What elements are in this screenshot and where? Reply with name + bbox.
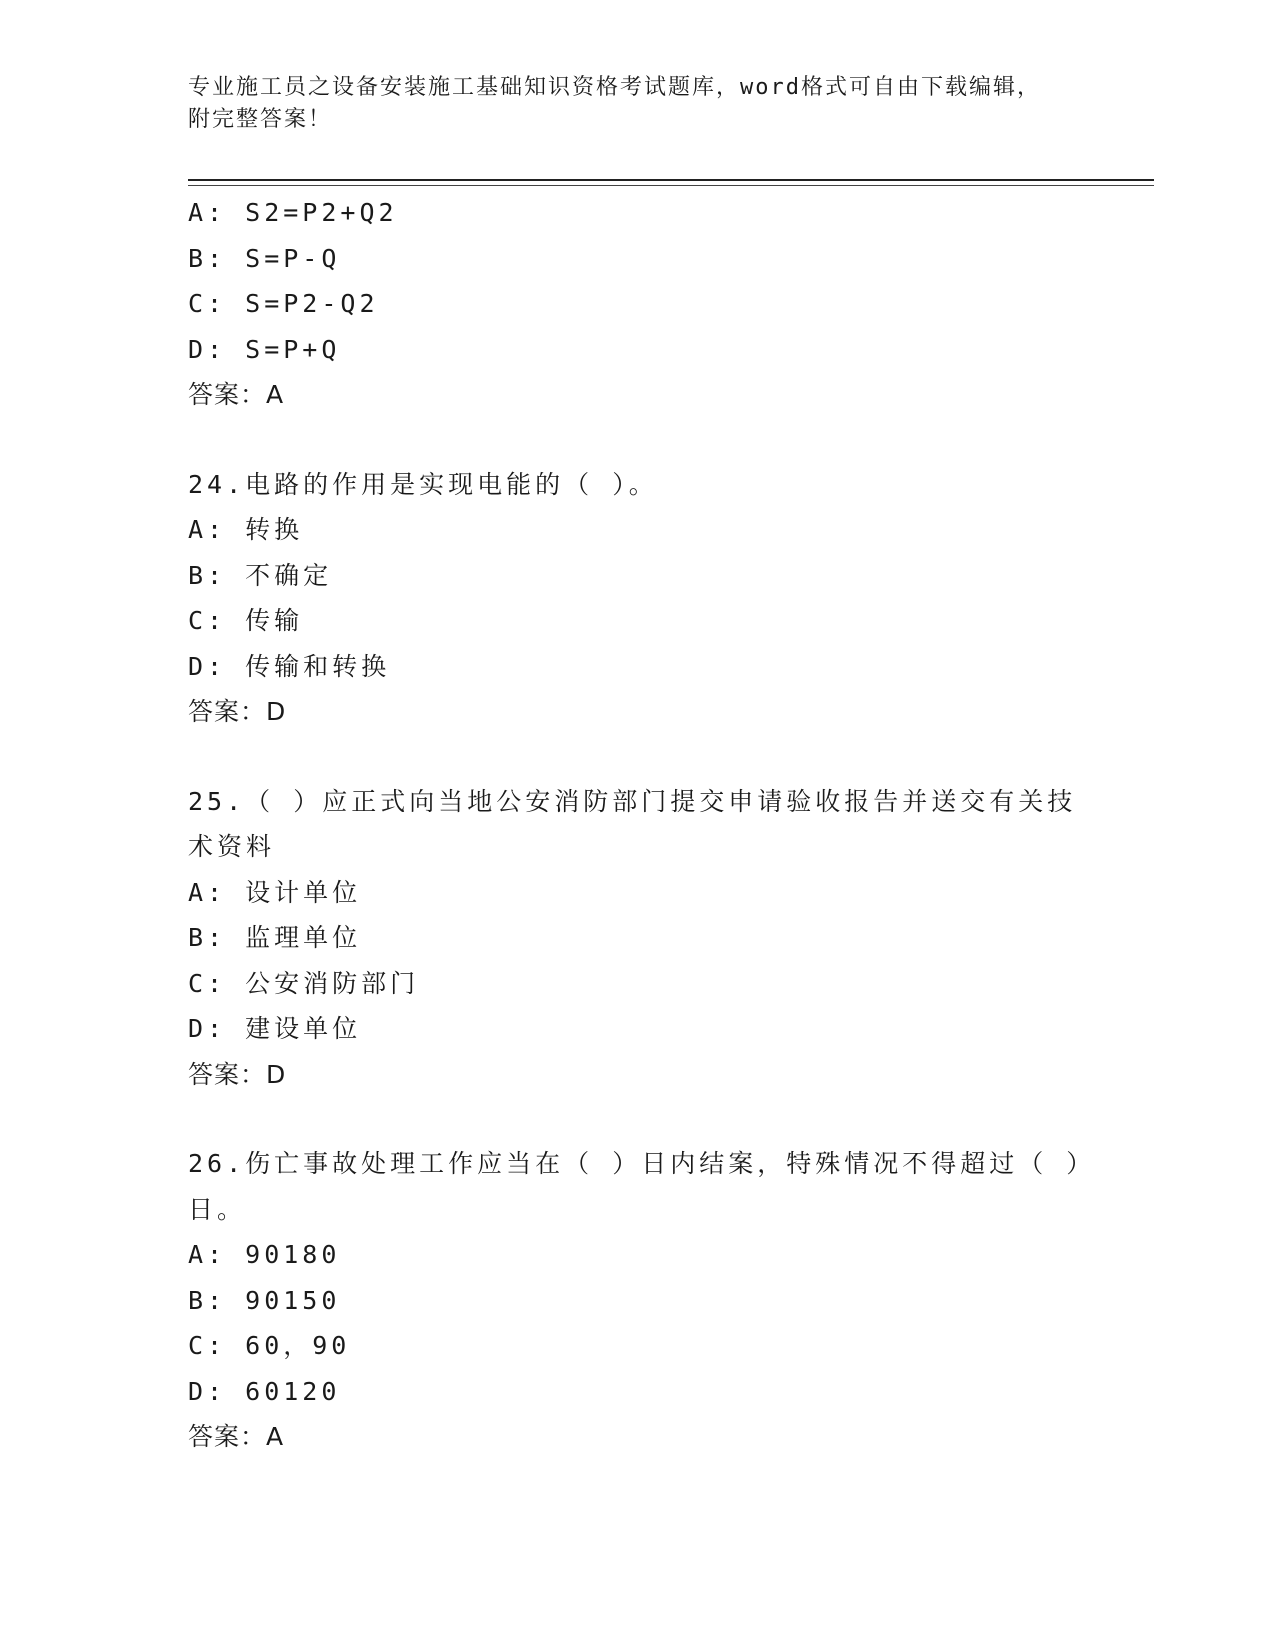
answer-line: 答案：D	[188, 1059, 287, 1089]
header-divider-thick	[188, 179, 1154, 181]
question-24	[188, 462, 1088, 735]
question-25	[188, 779, 1088, 1098]
option-c: C: S=P2-Q2	[188, 289, 379, 318]
option-c: C: 公安消防部门	[188, 968, 420, 998]
option-b: B: S=P-Q	[188, 243, 341, 273]
document-header	[188, 72, 1088, 136]
answer-line: 答案：A	[188, 380, 285, 409]
question-spacer	[188, 735, 1088, 779]
question-26	[188, 1141, 1096, 1460]
option-d: D: 建设单位	[188, 1014, 362, 1043]
question-title-line-2: 日。	[188, 1194, 247, 1224]
option-c: C: 传输	[188, 606, 304, 635]
option-b: B: 90150	[188, 1285, 341, 1315]
answer-line: 答案：D	[188, 697, 287, 726]
header-line-1: 专业施工员之设备安装施工基础知识资格考试题库，word格式可自由下载编辑，	[188, 75, 1041, 100]
question-title-line-1: 25.（ ）应正式向当地公安消防部门提交申请验收报告并送交有关技	[188, 786, 1077, 816]
question-list	[188, 190, 1096, 1460]
option-d: D: 60120	[188, 1376, 341, 1406]
option-c: C: 60，90	[188, 1331, 351, 1360]
answer-line: 答案：A	[188, 1422, 285, 1451]
option-a: A: 转换	[188, 515, 304, 544]
option-d: D: S=P+Q	[188, 334, 341, 364]
option-d: D: 传输和转换	[188, 651, 391, 681]
option-a: A: S2=P2+Q2	[188, 198, 398, 227]
question-spacer	[188, 418, 1088, 462]
question-spacer	[188, 1097, 1088, 1141]
option-b: B: 监理单位	[188, 923, 362, 952]
question-23	[188, 190, 1088, 418]
header-line-2: 附完整答案！	[188, 107, 333, 132]
question-title-line-2: 术资料	[188, 832, 276, 861]
question-title: 24.电路的作用是实现电能的（ ）。	[188, 469, 658, 499]
option-a: A: 设计单位	[188, 877, 362, 907]
option-a: A: 90180	[188, 1240, 341, 1269]
header-divider-thin	[188, 185, 1154, 186]
option-b: B: 不确定	[188, 560, 333, 590]
question-title-line-1: 26.伤亡事故处理工作应当在（ ）日内结案，特殊情况不得超过（ ）	[188, 1149, 1096, 1178]
